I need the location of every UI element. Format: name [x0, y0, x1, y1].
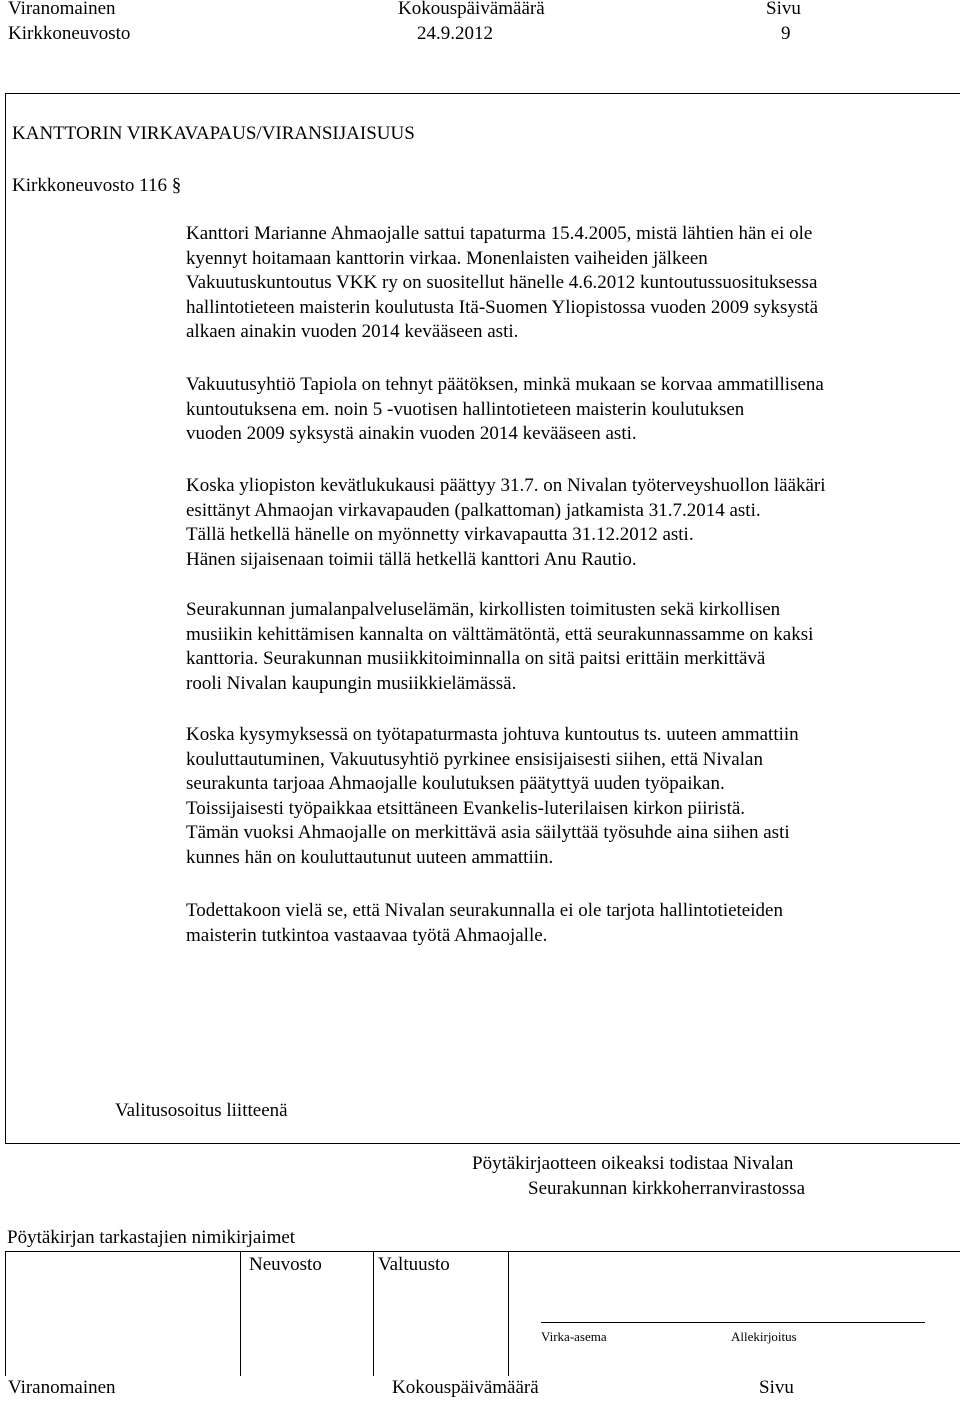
paragraph-line: seurakunta tarjoaa Ahmaojalle koulutuksen päätyttyä uuden työpaikan. — [186, 773, 725, 794]
paragraph-music — [186, 598, 926, 696]
footer-page-label: Sivu — [759, 1377, 794, 1398]
paragraph-line: Tämän vuoksi Ahmaojalle on merkittävä asia säilyttää työsuhde aina siihen asti — [186, 822, 790, 843]
paragraph-line: Toissijaisesti työpaikkaa etsittäneen Evankelis-luterilaisen kirkon piiristä. — [186, 797, 746, 819]
signatures-title: Pöytäkirjan tarkastajien nimikirjaimet — [7, 1227, 296, 1248]
section-title: KANTTORIN VIRKAVAPAUS/VIRANSIJAISUUS — [12, 123, 415, 144]
paragraph-line: kunnes hän on kouluttautunut uuteen ammattiin. — [186, 846, 554, 868]
header-authority-value: Kirkkoneuvosto — [8, 23, 131, 44]
frame-left-rule — [5, 93, 6, 1143]
paragraph-line: Tällä hetkellä hänelle on myönnetty virkavapautta 31.12.2012 asti. — [186, 524, 694, 545]
paragraph-rehabilitation — [186, 723, 926, 870]
paragraph-line: kanttoria. Seurakunnan musiikkitoiminnalla on sitä paitsi erittäin merkittävä — [186, 648, 766, 669]
paragraph-line: Seurakunnan jumalanpalveluselämän, kirkollisten toimitusten sekä kirkollisen — [186, 599, 781, 620]
paragraph-line: kyennyt hoitamaan kanttorin virkaa. Monenlaisten vaiheiden jälkeen — [186, 247, 708, 269]
paragraph-line: rooli Nivalan kaupungin musiikkielämässä. — [186, 672, 517, 694]
paragraph-line: hallintotieteen maisterin koulutusta Itä-Suomen Yliopistossa vuoden 2009 syksystä — [186, 296, 819, 318]
paragraph-line: esittänyt Ahmaojan virkavapauden (palkattoman) jatkamista 31.7.2014 asti. — [186, 499, 761, 521]
paragraph-leave — [186, 474, 926, 572]
paragraph-line: Vakuutuskuntoutus VKK ry on suositellut hänelle 4.6.2012 kuntoutussuosituksessa — [186, 272, 818, 293]
certification-line-1: Pöytäkirjaotteen oikeaksi todistaa Nivalan — [472, 1153, 794, 1174]
paragraph-line: Vakuutusyhtiö Tapiola on tehnyt päätöksen, minkä mukaan se korvaa ammatillisena — [186, 374, 824, 395]
signatures-divider-3 — [508, 1251, 509, 1376]
signatures-divider-1 — [240, 1251, 241, 1376]
signatures-divider-2 — [373, 1251, 374, 1376]
paragraph-line: maisterin tutkintoa vastaavaa työtä Ahmaojalle. — [186, 924, 548, 946]
header-page-value: 9 — [781, 23, 791, 44]
paragraph-line: musiikin kehittämisen kannalta on välttämätöntä, että seurakunnassamme on kaksi — [186, 623, 814, 645]
paragraph-line: alkaen ainakin vuoden 2014 kevääseen asti. — [186, 321, 519, 342]
appeal-note: Valitusosoitus liitteenä — [115, 1100, 288, 1121]
paragraph-line: Hänen sijaisenaan toimii tällä hetkellä kanttori Anu Rautio. — [186, 548, 637, 570]
paragraph-injury — [186, 222, 926, 345]
footer-authority-label: Viranomainen — [8, 1377, 116, 1398]
header-date-label: Kokouspäivämäärä — [398, 0, 545, 19]
header-page-label: Sivu — [766, 0, 801, 19]
footer-date-label: Kokouspäivämäärä — [392, 1377, 539, 1398]
paragraph-line: kouluttautuminen, Vakuutusyhtiö pyrkinee ensisijaisesti siihen, että Nivalan — [186, 748, 763, 770]
header-authority-label: Viranomainen — [8, 0, 116, 19]
paragraph-conclusion — [186, 899, 926, 948]
section-reference: Kirkkoneuvosto 116 § — [12, 175, 182, 196]
signatures-council-label: Neuvosto — [249, 1254, 322, 1275]
certification-line-2: Seurakunnan kirkkoherranvirastossa — [528, 1178, 806, 1199]
paragraph-line: Koska kysymyksessä on työtapaturmasta johtuva kuntoutus ts. uuteen ammattiin — [186, 724, 799, 745]
signatures-top-rule — [5, 1251, 960, 1252]
paragraph-line: vuoden 2009 syksystä ainakin vuoden 2014 kevääseen asti. — [186, 423, 637, 444]
paragraph-line: Kanttori Marianne Ahmaojalle sattui tapaturma 15.4.2005, mistä lähtien hän ei ole — [186, 223, 813, 244]
frame-bottom-rule — [5, 1143, 960, 1144]
paragraph-line: kuntoutuksena em. noin 5 -vuotisen hallintotieteen maisterin koulutuksen — [186, 398, 745, 420]
signatures-left-rule — [5, 1251, 6, 1376]
paragraph-line: Todettakoon vielä se, että Nivalan seurakunnalla ei ole tarjota hallintotieteiden — [186, 900, 783, 921]
frame-top-rule — [5, 93, 960, 94]
paragraph-insurance — [186, 373, 926, 447]
signatures-assembly-label: Valtuusto — [378, 1254, 450, 1275]
header-date-value: 24.9.2012 — [417, 23, 493, 44]
signature-line — [541, 1322, 925, 1323]
position-label: Virka-asema — [541, 1329, 607, 1344]
signature-label: Allekirjoitus — [731, 1329, 797, 1344]
paragraph-line: Koska yliopiston kevätlukukausi päättyy 31.7. on Nivalan työterveyshuollon lääkäri — [186, 475, 826, 496]
